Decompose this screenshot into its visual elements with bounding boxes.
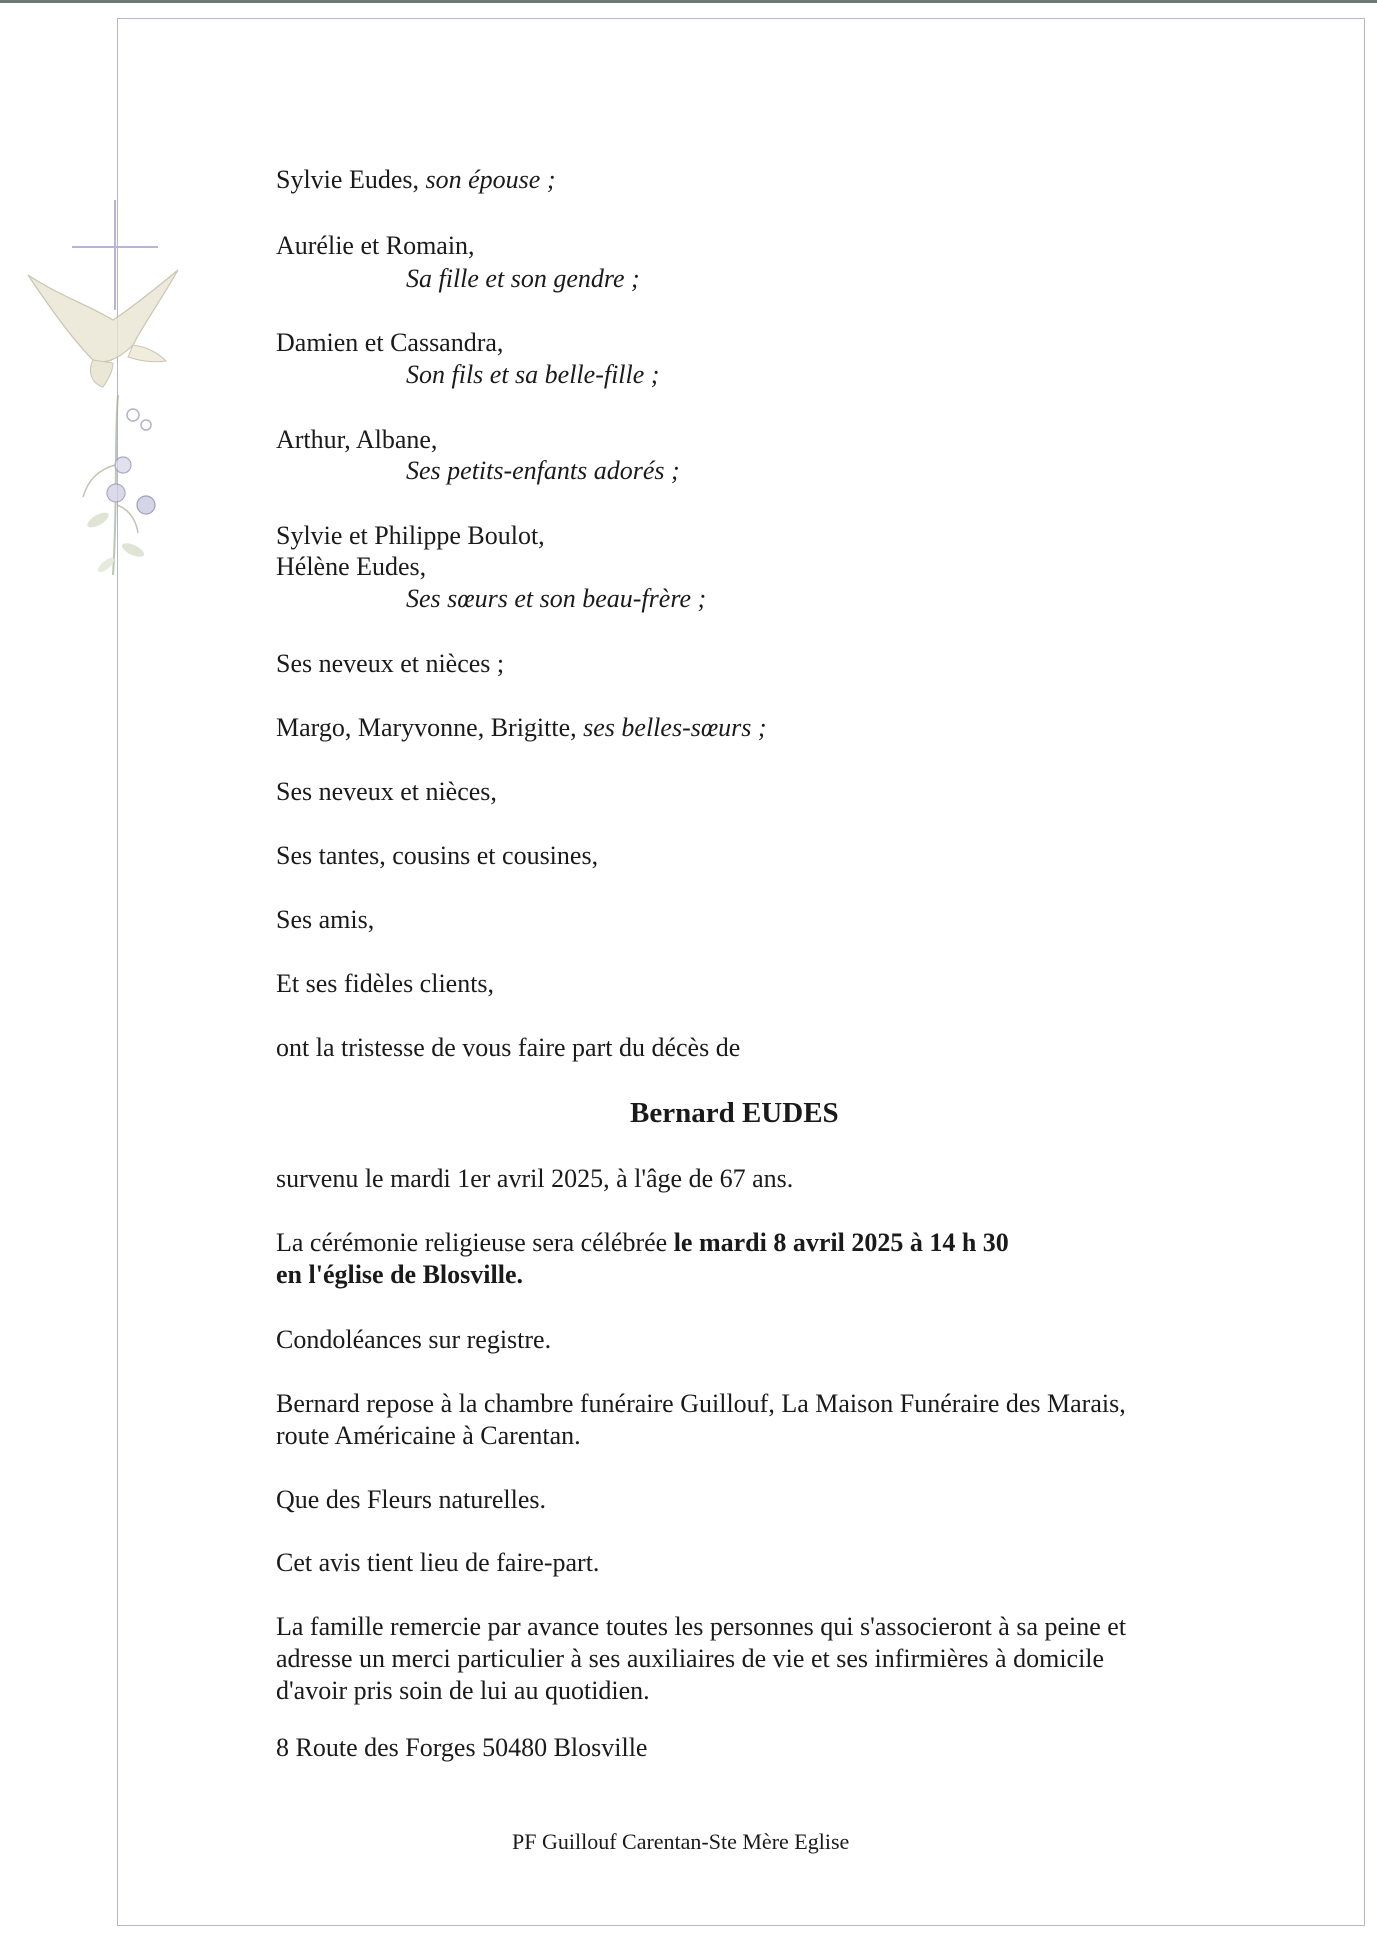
wife-role: son épouse ; bbox=[425, 165, 556, 194]
sisters-in-law-line bbox=[276, 713, 767, 743]
scan-top-edge bbox=[0, 0, 1377, 3]
rest-line-1: Bernard repose à la chambre funéraire Guillouf, La Maison Funéraire des Marais, bbox=[276, 1389, 1126, 1418]
clients-line: Et ses fidèles clients, bbox=[276, 969, 495, 998]
notice-line: Cet avis tient lieu de faire-part. bbox=[276, 1548, 600, 1577]
thanks-line-2: adresse un merci particulier à ses auxiliaires de vie et ses infirmières à domicile bbox=[276, 1644, 1105, 1673]
wife-line bbox=[276, 165, 555, 195]
condolences-line: Condoléances sur registre. bbox=[276, 1325, 552, 1354]
ceremony-place: en l'église de Blosville. bbox=[276, 1260, 523, 1289]
ceremony-date-time: le mardi 8 avril 2025 à 14 h 30 bbox=[673, 1228, 1009, 1257]
rest-line-2: route Américaine à Carentan. bbox=[276, 1421, 581, 1450]
sisters-role: Ses sœurs et son beau-frère ; bbox=[406, 584, 707, 613]
address-line: 8 Route des Forges 50480 Blosville bbox=[276, 1733, 648, 1762]
nephews-line-1: Ses neveux et nièces ; bbox=[276, 649, 505, 678]
sisters-in-law-names: Margo, Maryvonne, Brigitte, bbox=[276, 713, 577, 742]
son-role: Son fils et sa belle-fille ; bbox=[406, 360, 660, 389]
nephews-line-2: Ses neveux et nièces, bbox=[276, 777, 497, 806]
aunts-cousins-line: Ses tantes, cousins et cousines, bbox=[276, 841, 599, 870]
flowers-line: Que des Fleurs naturelles. bbox=[276, 1485, 547, 1514]
cross-horizontal-bar bbox=[72, 246, 158, 248]
dove-and-flowers-icon bbox=[18, 265, 208, 585]
ceremony-line-1 bbox=[276, 1228, 1009, 1258]
ceremony-prefix: La cérémonie religieuse sera célébrée bbox=[276, 1228, 674, 1257]
son-names: Damien et Cassandra, bbox=[276, 328, 504, 357]
deceased-name: Bernard EUDES bbox=[630, 1097, 839, 1129]
daughter-role: Sa fille et son gendre ; bbox=[406, 264, 640, 293]
sisters-in-law-role: ses belles-sœurs ; bbox=[583, 713, 767, 742]
friends-line: Ses amis, bbox=[276, 905, 375, 934]
thanks-line-3: d'avoir pris soin de lui au quotidien. bbox=[276, 1676, 650, 1705]
thanks-line-1: La famille remercie par avance toutes les personnes qui s'associeront à sa peine et bbox=[276, 1612, 1127, 1641]
funeral-home-footer: PF Guillouf Carentan-Ste Mère Eglise bbox=[512, 1829, 850, 1854]
death-info: survenu le mardi 1er avril 2025, à l'âge de 67 ans. bbox=[276, 1164, 794, 1193]
grandchildren-role: Ses petits-enfants adorés ; bbox=[406, 456, 680, 485]
sister1-names: Sylvie et Philippe Boulot, bbox=[276, 521, 545, 550]
sister2-names: Hélène Eudes, bbox=[276, 552, 427, 581]
grandchildren-names: Arthur, Albane, bbox=[276, 425, 438, 454]
wife-name: Sylvie Eudes, bbox=[276, 165, 419, 194]
announcement-intro: ont la tristesse de vous faire part du décès de bbox=[276, 1033, 741, 1062]
daughter-names: Aurélie et Romain, bbox=[276, 231, 475, 260]
